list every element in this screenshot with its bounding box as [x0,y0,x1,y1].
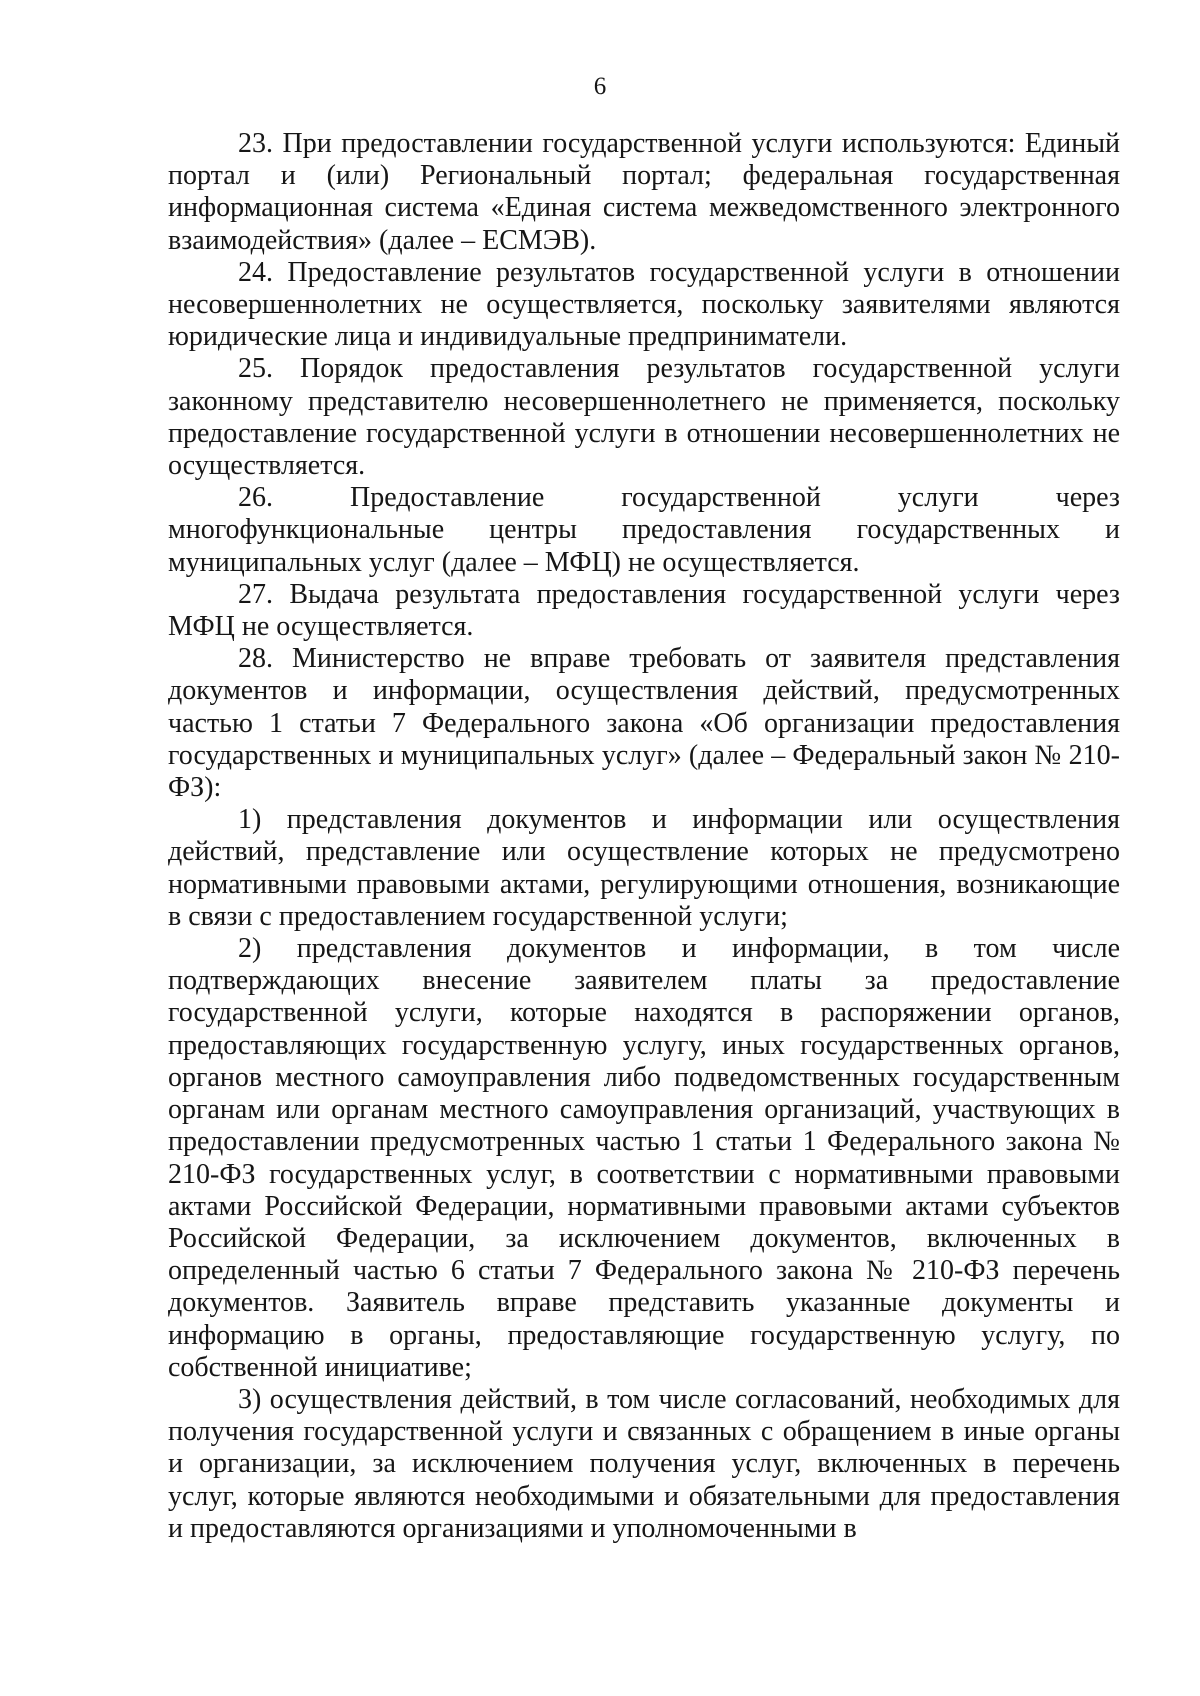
paragraph-23: 23. При предоставлении государственной услуги используются: Единый портал и (или) Региональный портал; федеральная государственная информационная система «Единая система межведомственного электронного взаимодействия» (далее – ЕСМЭВ). [168,128,1120,256]
list-item-1: 1) представления документов и информации или осуществления действий, представление или осуществление которых не предусмотрено нормативными правовыми актами, регулирующими отношения, возникающие в связи с предоставлением государственной услуги; [168,804,1120,932]
paragraph-24: 24. Предоставление результатов государственной услуги в отношении несовершеннолетних не осуществляется, поскольку заявителями являются юридические лица и индивидуальные предприниматели. [168,256,1120,353]
page-number: 6 [593,73,607,100]
document-body [168,128,1120,1545]
paragraph-28: 28. Министерство не вправе требовать от заявителя представления документов и информации, осуществления действий, предусмотренных частью 1 статьи 7 Федерального закона «Об организации предоставления государственных и муниципальных услуг» (далее – Федеральный закон № 210-ФЗ): [168,643,1120,804]
list-item-2: 2) представления документов и информации, в том числе подтверждающих внесение заявителем платы за предоставление государственной услуги, которые находятся в распоряжении органов, предоставляющих государственную услугу, иных государственных органов, органов местного самоуправления либо подведомственных государственным органам или органам местного самоуправления организаций, участвующих в предоставлении предусмотренных частью 1 статьи 1 Федерального закона № 210-ФЗ государственных услуг, в соответствии с нормативными правовыми актами Российской Федерации, нормативными правовыми актами субъектов Российской Федерации, за исключением документов, включенных в определенный частью 6 статьи 7 Федерального закона № 210-ФЗ перечень документов. Заявитель вправе представить указанные документы и информацию в органы, предоставляющие государственную услугу, по собственной инициативе; [168,933,1120,1383]
list-item-3: 3) осуществления действий, в том числе согласований, необходимых для получения государственной услуги и связанных с обращением в иные органы и организации, за исключением получения услуг, включенных в перечень услуг, которые являются необходимыми и обязательными для предоставления и предоставляются организациями и уполномоченными в [168,1383,1120,1544]
paragraph-25: 25. Порядок предоставления результатов государственной услуги законному представителю несовершеннолетнего не применяется, поскольку предоставление государственной услуги в отношении несовершеннолетних не осуществляется. [168,353,1120,482]
paragraph-27: 27. Выдача результата предоставления государственной услуги через МФЦ не осуществляется. [168,578,1120,643]
paragraph-26: 26. Предоставление государственной услуги через многофункциональные центры предоставления государственных и муниципальных услуг (далее – МФЦ) не осуществляется. [168,482,1120,578]
